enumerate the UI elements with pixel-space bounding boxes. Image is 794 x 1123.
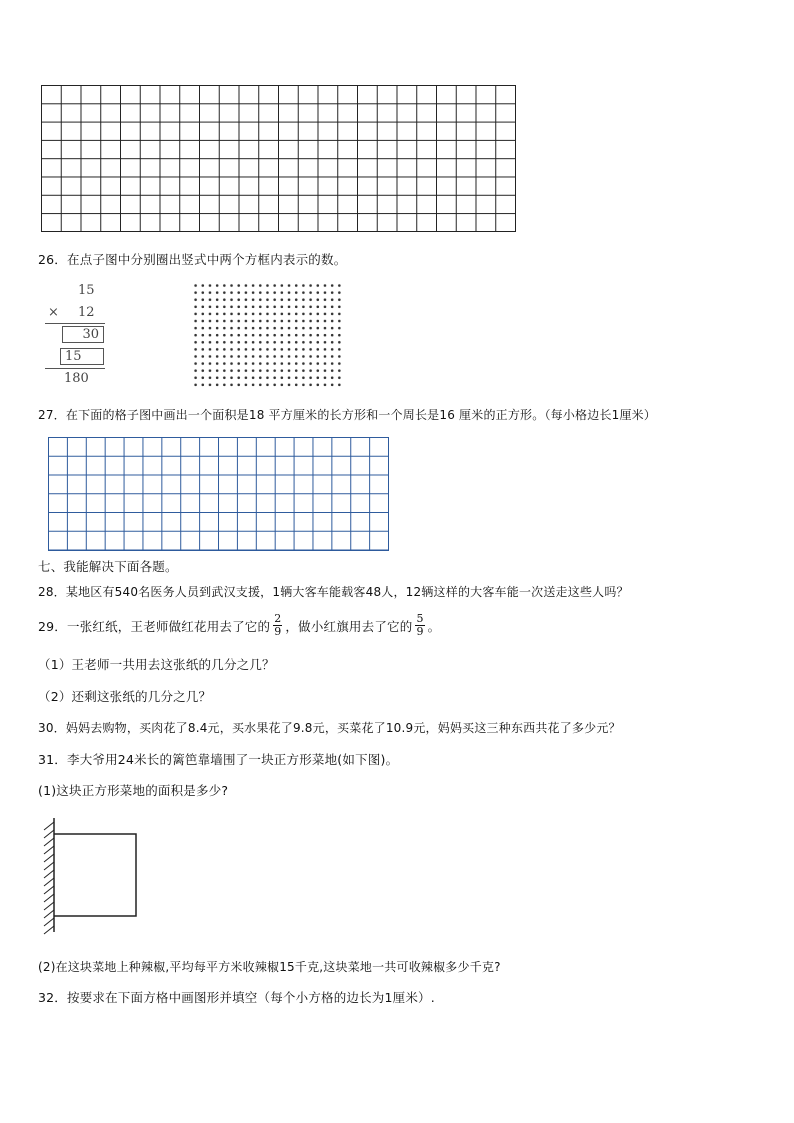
top-square-grid: [41, 85, 516, 232]
multiply-sign: ×: [48, 305, 59, 320]
question-29-prefix: 29．一张红纸，王老师做红花用去了它的: [38, 618, 271, 634]
question-31-sub-2: (2)在这块菜地上种辣椒,平均每平方米收辣椒15千克,这块菜地一共可收辣椒多少千克?: [38, 960, 501, 974]
multiplication-line-2: [45, 368, 105, 369]
section-7-title: 七、我能解决下面各题。: [38, 559, 178, 574]
question-32: 32．按要求在下面方格中画图形并填空（每个小方格的边长为1厘米）.: [38, 990, 435, 1005]
question-31: 31．李大爷用24米长的篱笆靠墙围了一块正方形菜地(如下图)。: [38, 752, 399, 767]
question-29-middle: ，做小红旗用去了它的: [285, 618, 413, 634]
question-29-suffix: 。: [427, 618, 441, 634]
partial-product-box-2[interactable]: 15: [60, 348, 104, 365]
question-29-sub-2: （2）还剩这张纸的几分之几？: [38, 689, 212, 704]
question-29-sub-1: （1）王老师一共用去这张纸的几分之几？: [38, 657, 275, 672]
fence-square: [54, 834, 136, 916]
question-28: 28．某地区有540名医务人员到武汉支援，1辆大客车能载客48人，12辆这样的大客车能一次送走这些人吗？: [38, 585, 629, 599]
multiplication-line-1: [45, 323, 105, 324]
product-result: 180: [64, 371, 89, 386]
question-29: [38, 613, 440, 638]
question-27: 27．在下面的格子图中画出一个面积是18 平方厘米的长方形和一个周长是16 厘米的正方形。（每小格边长1厘米）: [38, 408, 657, 422]
question-31-sub-1: (1)这块正方形菜地的面积是多少?: [38, 783, 229, 798]
multiplier: 12: [78, 305, 95, 320]
multiplicand: 15: [78, 283, 95, 298]
fraction-5-9: [415, 613, 424, 638]
square-garden-figure: [38, 816, 142, 936]
blue-square-grid[interactable]: [48, 437, 389, 551]
question-30: 30．妈妈去购物，买肉花了8.4元，买水果花了9.8元，买菜花了10.9元，妈妈买这三种东西共花了多少元？: [38, 721, 621, 735]
fraction-1-denominator: 9: [274, 625, 282, 638]
partial-product-box-1[interactable]: 30: [62, 326, 104, 343]
question-26: 26．在点子图中分别圈出竖式中两个方框内表示的数。: [38, 252, 347, 267]
wall-hatching: [44, 818, 54, 934]
fraction-1-numerator: 2: [274, 612, 282, 625]
dot-grid[interactable]: [192, 282, 342, 390]
fraction-2-numerator: 5: [416, 612, 424, 625]
fraction-2-9: [273, 613, 282, 638]
fraction-2-denominator: 9: [416, 625, 424, 638]
